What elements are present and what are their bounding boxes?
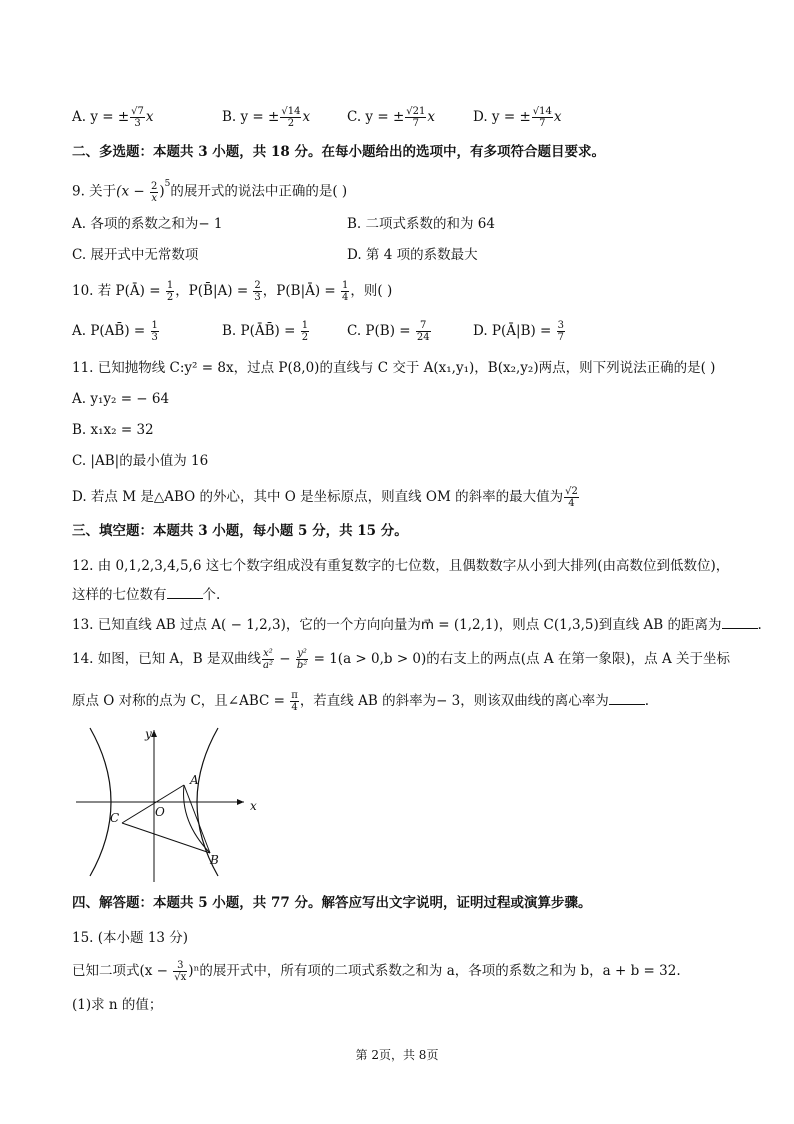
fraction [405,106,426,129]
q9-option-a: A. 各项的系数之和为− 1 [72,216,223,232]
q15-prefix: 已知二项式(x − [72,963,173,979]
q10-suffix: ，则( ) [350,283,393,299]
frac-num: 2 [150,180,158,192]
section-3-heading: 三、填空题：本题共 3 小题，每小题 5 分，共 15 分。 [72,523,408,539]
frac-num: 1 [301,320,309,331]
frac-num: 7 [416,320,431,332]
fraction [564,486,579,509]
var-x: x [145,109,154,125]
q8-option-c [347,106,435,129]
q10-option-d-label: D. P(Ā|B) = [473,323,556,339]
q10-option-a [72,320,160,343]
origin-label: O [155,805,165,819]
q12-line-2-prefix: 这样的七位数有 [72,587,167,603]
frac-num: √14 [532,106,552,117]
frac-den: x [151,192,157,204]
frac-den: 3 [134,118,141,129]
q14-line-2-prefix: 原点 O 对称的点为 C，且∠ABC = [72,693,290,709]
hyperbola-figure [72,722,272,886]
fraction [341,280,349,303]
q12-line-1: 12. 由 0,1,2,3,4,5,6 这七个数字组成没有重复数字的七位数，且偶数数字从小到大排列(由高数位到低数位)， [72,558,730,574]
frac-num: 3 [173,960,187,972]
frac-num: π [291,690,298,701]
q9-option-b: B. 二项式系数的和为 64 [347,216,495,232]
answer-blank[interactable] [722,614,758,629]
q13-prefix: 13. 已知直线 AB 过点 A( − 1,2,3)，它的一个方向向量为m⃗ = (1,2,1)，则点 C(1,3,5)到直线 AB 的距离为 [72,617,722,633]
var-x: x [553,109,562,125]
q10-prefix: 10. 若 P(Ā) = [72,283,165,299]
frac-num: x² [263,648,273,659]
frac-den: 7 [557,332,565,343]
q8-option-b [222,106,310,129]
frac-den: 4 [342,292,349,303]
q8-option-a-label: A. y = ± [72,109,130,125]
q10-mid1: ，P(B̄|A) = [175,283,253,299]
frac-num: √2 [565,486,578,497]
point-c-label: C [110,811,120,825]
frac-num: √14 [281,106,301,117]
answer-blank[interactable] [167,584,203,599]
q14-prefix: 14. 如图，已知 A，B 是双曲线 [72,651,262,667]
fraction [130,106,145,129]
q11-option-d-label: D. 若点 M 是△ABO 的外心，其中 O 是坐标原点，则直线 OM 的斜率的最大值为 [72,489,564,505]
q11-stem: 11. 已知抛物线 C:y² = 8x，过点 P(8,0)的直线与 C 交于 A(x₁,y₁)，B(x₂,y₂)两点，则下列说法正确的是( ) [72,360,716,376]
q14-line-2 [72,690,649,713]
frac-num: 2 [254,280,261,291]
q10-option-a-label: A. P(AB̄) = [72,323,150,339]
fraction [151,320,159,343]
hyperbola-diagram [72,722,272,882]
q13-stem [72,614,762,635]
x-axis-arrow [237,799,244,805]
q8-option-c-label: C. y = ± [347,109,405,125]
point-a-label: A [190,773,199,787]
q11-option-d [72,486,580,509]
frac-den: 7 [412,118,419,129]
q9-option-d: D. 第 4 项的系数最大 [347,247,478,263]
point-b-label: B [210,853,219,867]
frac-den: 7 [539,118,546,129]
q9-stem [72,178,347,204]
q10-option-b [222,320,310,343]
q10-mid2: ，P(B|Ā) = [262,283,341,299]
q8-option-a [72,106,154,129]
fraction [290,690,299,713]
q8-option-d [473,106,562,129]
q10-option-d [473,320,566,343]
q9-expr: (x − [116,183,149,200]
q12-line-2 [72,584,220,605]
fraction [253,280,261,303]
y-axis-arrow [151,730,157,737]
y-axis-label: y [145,727,152,741]
section-2-heading: 二、多选题：本题共 3 小题，共 18 分。在每小题给出的选项中，有多项符合题目要求。 [72,144,605,160]
q15-suffix: )ⁿ的展开式中，所有项的二项式系数之和为 a，各项的系数之和为 b，a + b = 32. [188,963,681,979]
fraction [557,320,565,343]
x-axis-label: x [250,799,257,813]
frac-den: 2 [166,292,174,303]
page-footer: 第 2页，共 8页 [355,1048,439,1062]
frac-den: 24 [416,332,430,343]
q10-option-c-label: C. P(B) = [347,323,415,339]
fraction [166,280,174,303]
frac-den: a² [263,660,273,671]
q9-option-c: C. 展开式中无常数项 [72,247,199,263]
q14-line-1-suffix: = 1(a > 0,b > 0)的右支上的两点(点 A 在第一象限)，点 A 关于坐标 [309,651,730,667]
segment-cb [122,823,210,853]
fraction [296,648,308,671]
frac-den: 4 [568,498,575,509]
answer-blank[interactable] [609,690,645,705]
fraction [262,648,274,671]
q12-line-2-suffix: 个. [202,587,221,603]
fraction [173,960,187,983]
frac-num: 1 [151,320,158,331]
q14-end: . [644,693,650,709]
q9-power: 5 [164,179,171,189]
frac-num: 1 [166,280,174,291]
fraction [532,106,553,129]
q10-stem [72,280,392,303]
section-4-heading: 四、解答题：本题共 5 小题，共 77 分。解答应写出文字说明，证明过程或演算步骤。 [72,895,592,911]
frac-num: y² [297,648,307,659]
q8-option-b-label: B. y = ± [222,109,280,125]
q14-line-1 [72,648,730,671]
q14-line-2-suffix: ，若直线 AB 的斜率为− 3，则该双曲线的离心率为 [299,693,609,709]
fraction [150,181,158,204]
frac-den: 2 [287,118,295,129]
segment-ca [122,785,184,823]
frac-num: √7 [131,106,144,117]
q15-title: 15. (本小题 13 分) [72,930,189,946]
q10-option-b-label: B. P(ĀB̄) = [222,323,300,339]
q9-prefix: 9. 关于 [72,183,117,200]
q9-expr-close: ) [159,183,165,200]
fraction [280,106,301,129]
q15-part-1: (1)求 n 的值； [72,997,163,1013]
q11-option-c: C. |AB|的最小值为 16 [72,453,209,469]
q11-option-b: B. x₁x₂ = 32 [72,422,154,438]
q9-suffix: 的展开式的说法中正确的是( ) [170,183,348,200]
frac-num: √21 [406,106,426,117]
frac-num: 1 [342,280,349,291]
q15-stem [72,960,681,983]
q10-option-c [347,320,432,343]
frac-den: 3 [151,332,158,343]
frac-den: 2 [301,332,309,343]
var-x: x [302,109,311,125]
q8-option-d-label: D. y = ± [473,109,531,125]
frac-den: 3 [254,292,261,303]
minus-sign: − [275,651,295,667]
frac-den: 4 [291,702,298,713]
q13-suffix: . [757,617,762,633]
q11-option-a: A. y₁y₂ = − 64 [72,391,170,407]
fraction [416,320,431,343]
frac-num: 3 [557,320,565,331]
var-x: x [427,109,435,125]
frac-den: b² [296,660,308,671]
fraction [301,320,309,343]
frac-den: √x [174,972,187,983]
